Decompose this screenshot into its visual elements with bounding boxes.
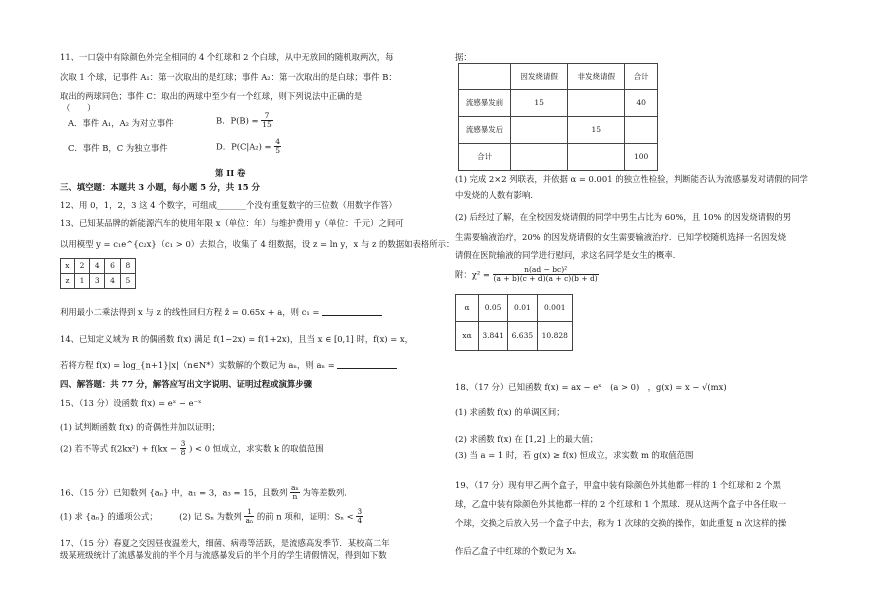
- q13-cell: 6: [105, 259, 120, 274]
- q13-cell: x: [61, 259, 75, 274]
- q15-line3: [60, 440, 324, 458]
- table17-cell: [568, 90, 625, 117]
- crit-row-x: [456, 322, 573, 351]
- q13-row-x: [61, 259, 136, 274]
- table17-cell: 15: [568, 117, 625, 144]
- q17-part1-line1: (1) 完成 2×2 列联表，并依据 α = 0.001 的独立性检验，判断能否认为流感暴发对请假的同学: [455, 174, 808, 184]
- q14-line1: 14、已知定义域为 R 的偶函数 f(x) 满足 f(1−2x) = f(1+2x)，且当 x ∈ [0,1] 时，f(x) = x，: [60, 334, 414, 344]
- table17-cell: 合计: [459, 144, 511, 171]
- q17-contingency-table: [458, 63, 658, 171]
- q13-cell: z: [61, 274, 75, 289]
- q16-line1-fraction: [290, 484, 300, 502]
- formula-fraction: [493, 266, 599, 284]
- q16-line1-suffix: 为等差数列．: [302, 487, 353, 498]
- formula-den: (a + b)(c + d)(a + c)(b + d): [493, 274, 598, 284]
- table17-cell: 15: [511, 90, 568, 117]
- q11-option-b-den: 15: [262, 120, 272, 130]
- q15-line2: (1) 试判断函数 f(x) 的奇偶性并加以证明；: [60, 422, 220, 432]
- crit-cell: 6.635: [508, 322, 537, 351]
- q11-paren: （ ）: [62, 103, 96, 113]
- formula-prefix: 附：χ² =: [455, 269, 490, 280]
- crit-cell: 0.001: [537, 295, 572, 322]
- q13-cell: 2: [74, 259, 89, 274]
- q13-line3: [60, 307, 382, 318]
- q11-line1: 11、一口袋中有除颜色外完全相同的 4 个红球和 2 个白球，从中无放回的随机取两次，每: [60, 52, 394, 62]
- table17-cell: [568, 144, 625, 171]
- q11-option-c: C．事件 B，C 为独立事件: [68, 143, 168, 153]
- chi-square-formula: [455, 266, 599, 284]
- q16-line2-frac-den: aₙ: [245, 516, 254, 526]
- q11-option-d-num: 4: [275, 137, 281, 146]
- q17-line1: 17、（15 分）春夏之交因昼夜温差大，细菌、病毒等活跃，是流感高发季节．某校高二年: [60, 538, 390, 548]
- q19-line1: 19、（17 分）现有甲乙两个盒子，甲盒中装有除颜色外其他都一样的 1 个红球和 2 个黑: [455, 480, 781, 490]
- q16-line1-frac-den: n: [292, 492, 298, 502]
- q15-line3-prefix: (2) 若不等式 f(2kx²) + f(kx −: [60, 443, 177, 454]
- table17-cell: [511, 117, 568, 144]
- q15-fraction-num: 3: [180, 439, 186, 448]
- section3-heading: 三、填空题：本题共 3 小题，每小题 5 分，共 15 分: [60, 182, 260, 192]
- table17-row: [459, 90, 658, 117]
- q17-part2-line1: (2) 后经过了解，在全校因发烧请假的同学中男生占比为 60%，且 10% 的因发烧请假的男: [455, 212, 792, 222]
- q13-cell: 5: [120, 274, 135, 289]
- q11-option-b-num: 7: [261, 112, 273, 121]
- table17-cell: 合计: [625, 64, 658, 90]
- q14-line2: [60, 360, 397, 371]
- q16-part1: (1) 求 {aₙ} 的通项公式；: [60, 511, 158, 522]
- volume-title: 第 II 卷: [215, 168, 246, 178]
- q15-line1: 15、（13 分）设函数 f(x) = eˣ − e⁻ˣ: [60, 398, 202, 408]
- q11-option-b-fraction: [261, 112, 273, 130]
- q16-line2: [60, 508, 363, 526]
- q18-line4: (3) 当 a = 1 时，若 g(x) ≥ f(x) 恒成立，求实数 m 的取值范围: [455, 450, 694, 460]
- q13-line3-text: 利用最小二乘法得到 x 与 z 的线性回归方程 ẑ = 0.65x + a，则 c₁ =: [60, 307, 323, 317]
- q11-line3: 取出的两球同色；事件 C：取出的两球中至少有一个红球，则下列说法中正确的是: [60, 91, 363, 101]
- table17-cell: [459, 64, 511, 90]
- q15-line3-suffix: ) < 0 恒成立，求实数 k 的取值范围: [189, 443, 324, 454]
- formula-num: n(ad − bc)²: [493, 266, 599, 275]
- q16-line2-frac-num: 1: [244, 508, 254, 517]
- q13-data-table: [60, 258, 136, 289]
- q16-line1-frac-num: aₙ: [291, 483, 299, 492]
- q11-option-d: [216, 138, 281, 156]
- q18-line2: (1) 求函数 f(x) 的单调区间；: [455, 407, 565, 417]
- q14-line2-text: 若将方程 f(x) = log_{n+1}|x|（n∈N*）实数解的个数记为 aₙ，则 aₙ =: [60, 360, 338, 370]
- q13-cell: 4: [90, 259, 105, 274]
- q11-option-d-den: 5: [275, 146, 281, 156]
- q16-bound-fraction: [356, 508, 363, 526]
- q16-part2-prefix: (2) 记 Sₙ 为数列: [179, 511, 242, 522]
- q13-cell: 4: [105, 274, 120, 289]
- q11-option-d-prefix: D．P(C|A₂) =: [216, 141, 272, 152]
- q13-cell: 1: [74, 274, 89, 289]
- table17-cell: 流感暴发后: [459, 117, 511, 144]
- q17-line2: 级某班级统计了流感暴发前的半个月与流感暴发后的半个月的学生请假情况，得到如下数: [60, 550, 387, 560]
- table17-cell: [625, 117, 658, 144]
- table17-header-row: [459, 64, 658, 90]
- crit-cell: α: [456, 295, 479, 322]
- q11-option-b-prefix: B．P(B) =: [216, 115, 259, 126]
- q13-answer-blank: [322, 307, 382, 316]
- q13-line1: 13、已知某品牌的新能源汽车的使用年限 x（单位：年）与维护费用 y（单位：千元）之间可: [60, 218, 404, 228]
- q17-part1-line2: 中发烧的人数有影响．: [455, 190, 539, 200]
- q12: 12、用 0，1，2，3 这 4 个数字，可组成_______个没有重复数字的三位数（用数字作答）: [60, 200, 397, 210]
- q16-line1: [60, 484, 353, 502]
- q11-option-b: [216, 112, 273, 130]
- q16-part2-mid: 的前 n 项和，证明：Sₙ <: [256, 511, 354, 522]
- q11-line2: 次取 1 个球，记事件 A₁：第一次取出的是红球；事件 A₂：第一次取出的是白球；事件 B：: [60, 72, 397, 82]
- crit-cell: 0.05: [479, 295, 508, 322]
- q19-line3: 个球，交换之后放入另一个盒子中去，称为 1 次球的交换的操作，如此重复 n 次这样的操: [455, 518, 787, 528]
- q14-answer-blank: [337, 360, 397, 369]
- q19-line2: 球，乙盒中装有除颜色外其他都一样的 2 个红球和 1 个黑球．现从这两个盒子中各任取一: [455, 499, 787, 509]
- crit-cell: 10.828: [537, 322, 572, 351]
- q15-fraction: [180, 440, 187, 458]
- q11-option-d-fraction: [274, 138, 281, 156]
- q19-line4: 作后乙盒子中红球的个数记为 Xₙ: [455, 546, 577, 556]
- table17-cell: 因发烧请假: [511, 64, 568, 90]
- table17-cell: 40: [625, 90, 658, 117]
- q16-line2-fraction: [244, 508, 254, 526]
- q16-line1-prefix: 16、（15 分）已知数列 {aₙ} 中，a₁ = 3，a₃ = 15，且数列: [60, 487, 288, 498]
- q18-line3: (2) 求函数 f(x) 在 [1,2] 上的最大值；: [455, 434, 599, 444]
- q16-bound-num: 3: [357, 507, 363, 516]
- table17-cell: 非发烧请假: [568, 64, 625, 90]
- critical-value-table: [455, 294, 573, 351]
- q18-line1: 18、（17 分）已知函数 f(x) = ax − eˣ (a > 0) ，g(x) = x − √(mx): [455, 382, 727, 392]
- q17-continued: 据：: [455, 52, 472, 62]
- table17-cell: 100: [625, 144, 658, 171]
- q13-cell: 3: [90, 274, 105, 289]
- crit-row-alpha: [456, 295, 573, 322]
- q13-cell: 8: [120, 259, 135, 274]
- q11-option-a: A．事件 A₁，A₂ 为对立事件: [68, 118, 174, 128]
- table17-cell: [511, 144, 568, 171]
- q13-line2: 以用模型 y = c₁e^{c₂x}（c₁ > 0）去拟合，收集了 4 组数据，设 z = ln y，x 与 z 的数据如表格所示：: [60, 239, 455, 249]
- q13-row-z: [61, 274, 136, 289]
- q17-part2-line2: 生需要输液治疗，20% 的因发烧请假的女生需要输液治疗．已知学校随机选择一名因发烧: [455, 232, 787, 242]
- q15-fraction-den: 8: [180, 448, 186, 458]
- crit-cell: 0.01: [508, 295, 537, 322]
- crit-cell: xα: [456, 322, 479, 351]
- table17-row: [459, 117, 658, 144]
- section4-heading: 四、解答题：共 77 分，解答应写出文字说明、证明过程或演算步骤: [60, 379, 312, 389]
- table17-cell: 流感暴发前: [459, 90, 511, 117]
- crit-cell: 3.841: [479, 322, 508, 351]
- table17-row: [459, 144, 658, 171]
- q16-bound-den: 4: [357, 516, 363, 526]
- q17-part2-line3: 请假在医院输液的同学进行慰问，求这名同学是女生的概率．: [455, 250, 682, 260]
